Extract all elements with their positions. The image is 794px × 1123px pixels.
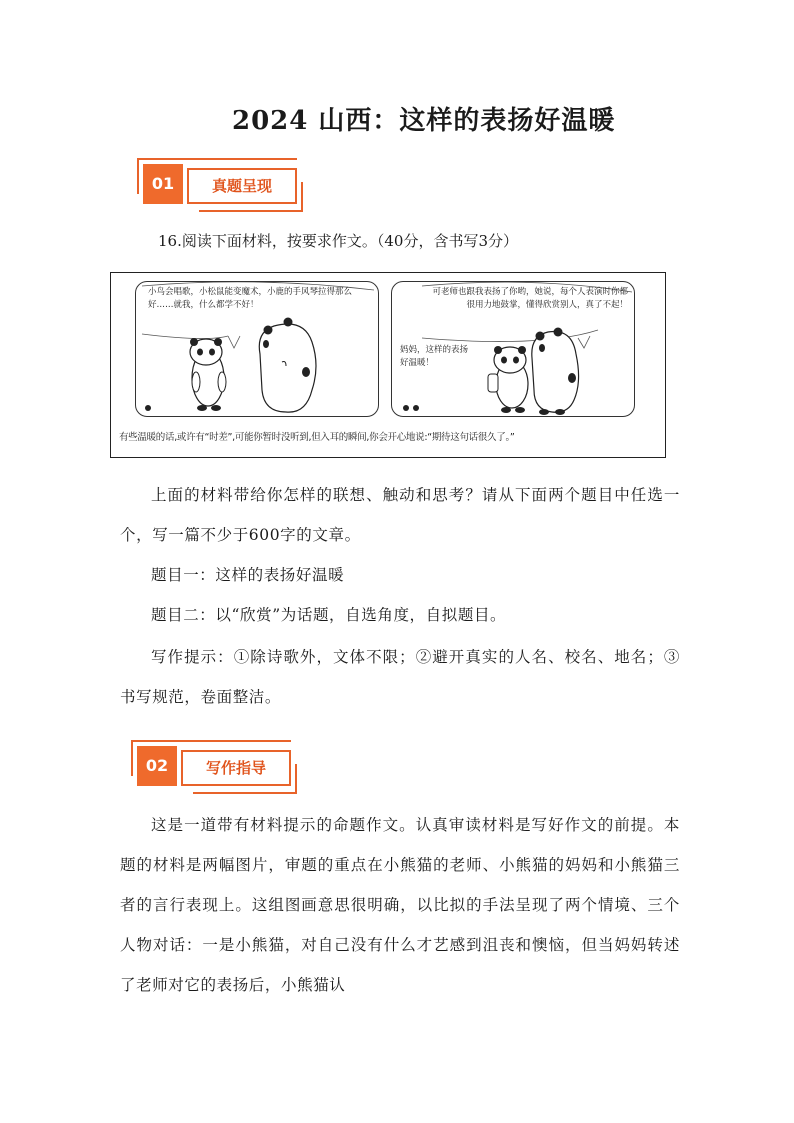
small-panda-icon — [488, 346, 528, 413]
question-text: 16.阅读下面材料，按要求作文。（40分，含书写3分） — [158, 232, 518, 250]
comic-panel-1 — [135, 281, 379, 417]
prompt-intro: 上面的材料带给你怎样的联想、触动和思考？请从下面两个题目中任选一个，写一篇不少于600字的文章。 — [120, 486, 680, 544]
prompt-tips: 写作提示：①除诗歌外，文体不限；②避开真实的人名、校名、地名；③书写规范，卷面整洁。 — [120, 648, 680, 706]
page-title: 2024 山西：这样的表扬好温暖 — [232, 106, 616, 136]
section-header-2 — [131, 740, 301, 792]
big-panda-icon — [259, 318, 316, 413]
panel-1-speech: 小鸟会唱歌，小松鼠能变魔术，小鹿的手风琴拉得那么好……就我，什么都学不好！ — [148, 287, 353, 310]
comic-caption: 有些温暖的话,或许有“时差”,可能你暂时没听到,但入耳的瞬间,你会开心地说:“期待这句话很久了。” — [119, 432, 515, 443]
mom-panda-icon — [532, 328, 579, 416]
section-number: 01 — [143, 164, 183, 204]
section-header-1 — [137, 158, 307, 210]
prompt-topic-1: 题目一：这样的表扬好温暖 — [151, 566, 345, 584]
guidance-text: 这是一道带有材料提示的命题作文。认真审读材料是写好作文的前提。本题的材料是两幅图片，审题的重点在小熊猫的老师、小熊猫的妈妈和小熊猫三者的言行表现上。这组图画意思很明确，以比拟的手法呈现了两个情境、三个人物对话：一是小熊猫，对自己没有什么才艺感到沮丧和懊恼，但当妈妈转述了老师对它的表扬后，小熊猫认 — [120, 816, 680, 994]
section-frame-corner — [199, 204, 303, 212]
small-panda-icon — [190, 338, 226, 411]
section-number: 02 — [137, 746, 177, 786]
section-label: 写作指导 — [205, 759, 266, 777]
comic-panel-2 — [391, 281, 635, 417]
section-frame-corner — [193, 786, 297, 794]
panel-2-mom-speech: 妈妈，这样的表扬好温暖！ — [400, 345, 469, 368]
comic-strip — [110, 272, 666, 458]
panel-2-speech: 可老师也跟我表扬了你哟，她说，每个人表演时你都很用力地鼓掌，懂得欣赏别人，真了不起！ — [432, 287, 628, 310]
section-label: 真题呈现 — [211, 177, 272, 195]
prompt-topic-2: 题目二：以“欣赏”为话题，自选角度，自拟题目。 — [151, 606, 507, 624]
